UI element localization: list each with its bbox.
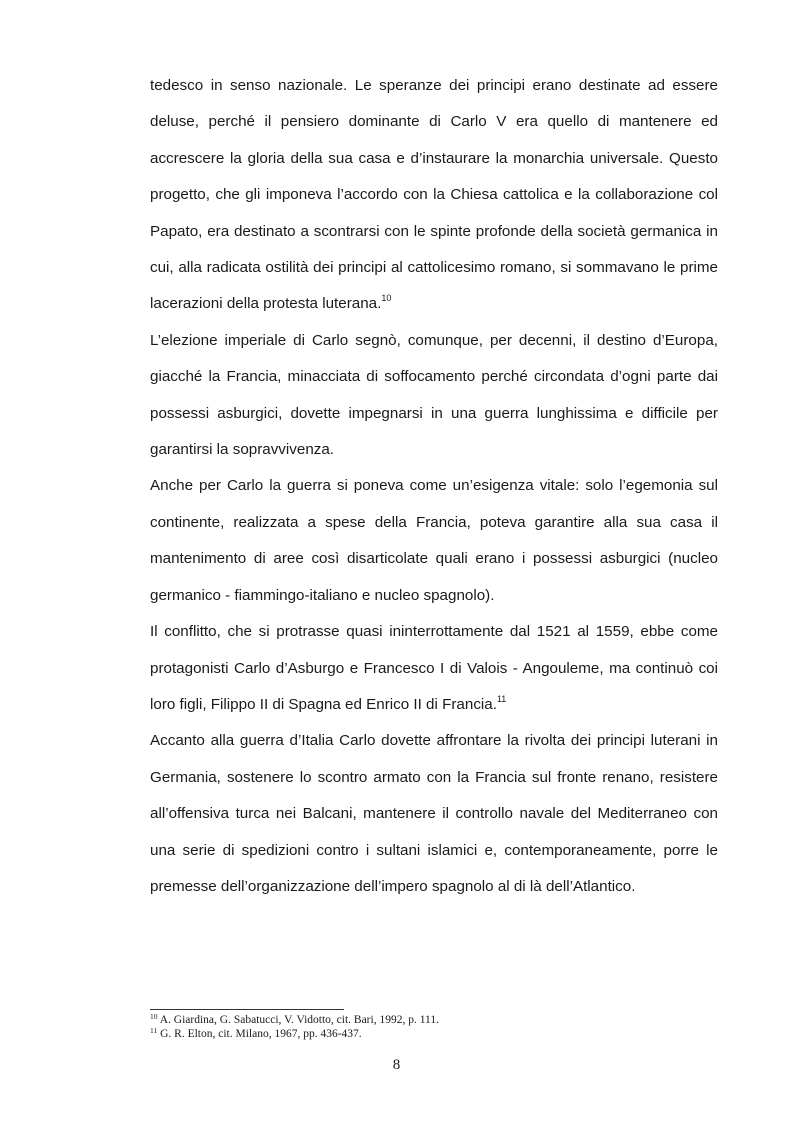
footnote-11: $^{11}$ G. R. Elton, cit. Milano, 1967, pp. 436-437. — [150, 1025, 362, 1040]
paragraph-3: Anche per Carlo la guerra si poneva come un’esigenza vitale: solo l’egemonia sul continente, realizzata a spese della Francia, poteva garantire alla sua casa il mantenimento di aree così disarticolate quali erano i possessi asburgici (nucleo germanico - fiammingo-italiano e nucleo spagnolo). — [150, 477, 718, 604]
footnote-separator — [150, 1009, 344, 1010]
paragraph-2: L’elezione imperiale di Carlo segnò, comunque, per decenni, il destino d’Europa, giacché la Francia, minacciata di soffocamento perché circondata d’ogni parte dai possessi asburgici, dovette impegnarsi in una guerra lunghissima e difficile per garantirsi la sopravvivenza. — [150, 331, 718, 459]
footnotes — [150, 1014, 718, 1041]
body-text — [150, 68, 718, 905]
paragraph-5: Accanto alla guerra d’Italia Carlo dovette affrontare la rivolta dei principi luterani in Germania, sostenere lo scontro armato con la Francia sul fronte renano, resistere all’offensiva turca nei Balcani, mantenere il controllo navale del Mediterraneo con una serie di spedizioni contro i sultani islamici e, contemporaneamente, porre le premesse dell’organizzazione dell’impero spagnolo al di là dell’Atlantico. — [150, 732, 718, 895]
footnote-ref-11[interactable]: 11 — [496, 693, 507, 704]
footnote-10: $^{10}$ A. Giardina, G. Sabatucci, V. Vidotto, cit. Bari, 1992, p. 111. — [150, 1012, 439, 1026]
footnote-ref-10[interactable]: 10 — [381, 293, 392, 304]
paragraph-4: Il conflitto, che si protrasse quasi ininterrottamente dal 1521 al 1559, ebbe come protagonisti Carlo d’Asburgo e Francesco I di Valois - Angouleme, ma continuò coi loro figli, Filippo II di Spagna ed Enrico II di Francia.$^{11}$ — [150, 623, 718, 713]
paragraph-1: tedesco in senso nazionale. Le speranze dei principi erano destinate ad essere deluse, perché il pensiero dominante di Carlo V era quello di mantenere ed accrescere la gloria della sua casa e d’instaurare la monarchia universale. Questo progetto, che gli imponeva l’accordo con la Chiesa cattolica e la collaborazione col Papato, era destinato a scontrarsi con le spinte profonde della società germanica in cui, alla radicata ostilità dei principi al cattolicesimo romano, si sommavano le prime lacerazioni della protesta luterana.$^{10}$ — [150, 77, 718, 313]
page-number: 8 — [392, 1057, 401, 1073]
